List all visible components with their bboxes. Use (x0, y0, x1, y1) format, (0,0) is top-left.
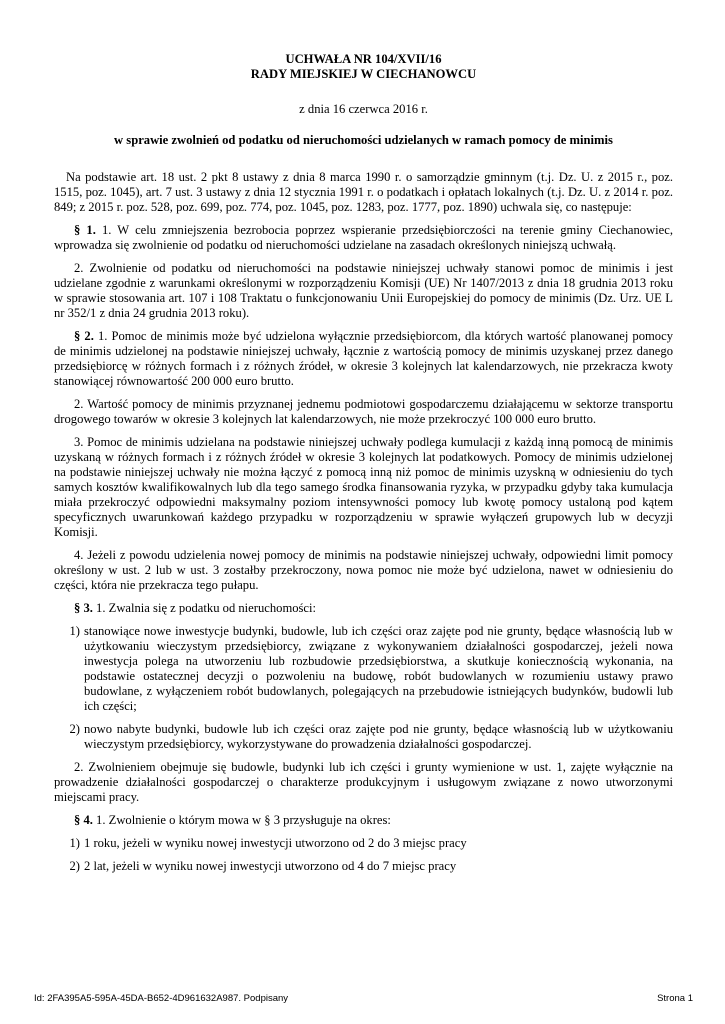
section-2-paragraph-4: 4. Jeżeli z powodu udzielenia nowej pomocy de minimis na podstawie niniejszej uchwały, odpowiedni limit pomocy określony w ust. 2 lub w ust. 3 zostałby przekroczony, nowa pomoc nie może być udzielona, nawet w odniesieniu do części, która nie przekracza tego pułapu. (54, 548, 673, 592)
section-1-paragraph-2: 2. Zwolnienie od podatku od nieruchomości na podstawie niniejszej uchwały stanowi pomoc de minimis i jest udzielane zgodnie z warunkami określonymi w rozporządzeniu Komisji (UE) Nr 1407/2013 z dnia 18 grudnia 2013 roku w sprawie stosowania art. 107 i 108 Traktatu o funkcjonowaniu Unii Europejskiej do pomocy de minimis (Dz. Urz. UE L nr 352/1 z dnia 24 grudnia 2013 roku). (54, 261, 673, 320)
resolution-number: UCHWAŁA NR 104/XVII/16 (285, 52, 442, 66)
section-4-mark: § 4. (74, 813, 93, 827)
list-item (54, 859, 673, 874)
section-2-paragraph-2: 2. Wartość pomocy de minimis przyznanej jednemu podmiotowi gospodarczemu działającemu w sektorze transportu drogowego towarów w okresie 3 kolejnych lat kalendarzowych, nie może przekroczyć 100 000 euro brutto. (54, 397, 673, 426)
section-3-mark: § 3. (74, 601, 93, 615)
section-1-paragraph-1 (54, 223, 673, 253)
section-4-text-1: 1. Zwolnienie o którym mowa w § 3 przysługuje na okres: (92, 813, 391, 827)
section-4-paragraph-1 (54, 813, 673, 828)
council-name: RADY MIEJSKIEJ W CIECHANOWCU (250, 67, 477, 81)
list-item (54, 722, 673, 752)
document-id: Id: 2FA395A5-595A-45DA-B652-4D961632A987. Podpisany (34, 993, 289, 1004)
section-2-mark: § 2. (74, 329, 94, 343)
page-number: Strona 1 (657, 993, 693, 1004)
section-3-paragraph-1 (54, 601, 673, 616)
list-item-number: 1) (69, 836, 80, 850)
section-3-text-1: 1. Zwalnia się z podatku od nieruchomości: (92, 601, 317, 615)
document-page (54, 52, 673, 874)
list-item-number: 1) (69, 624, 80, 638)
list-item-number: 2) (69, 722, 80, 736)
list-item-text: nowo nabyte budynki, budowle lub ich części oraz zajęte pod nie grunty, będące własnością lub w użytkowaniu wieczystym przedsiębiorcy, wykorzystywane do prowadzenia działalności gospodarczej. (84, 722, 673, 751)
legal-basis-paragraph: Na podstawie art. 18 ust. 2 pkt 8 ustawy z dnia 8 marca 1990 r. o samorządzie gminnym (t.j. Dz. U. z 2015 r., poz. 1515, poz. 1045), art. 7 ust. 3 ustawy z dnia 12 stycznia 1991 r. o podatkach i opłatach lokalnych (t.j. Dz. U. z 2014 r. poz. 849; z 2015 r. poz. 528, poz. 699, poz. 774, poz. 1045, poz. 1283, poz. 1777, poz. 1890) uchwala się, co następuje: (54, 170, 673, 214)
page-footer (34, 993, 693, 1004)
section-1-mark: § 1. (74, 223, 96, 237)
resolution-date: z dnia 16 czerwca 2016 r. (299, 102, 428, 116)
list-item-text: 2 lat, jeżeli w wyniku nowej inwestycji utworzono od 4 do 7 miejsc pracy (84, 859, 457, 873)
section-2-text-1: 1. Pomoc de minimis może być udzielona wyłącznie przedsiębiorcom, dla których wartość planowanej pomocy de minimis udzielonej na podstawie niniejszej uchwały, łącznie z wartością pomocy de minimis uzyskanej przez danego przedsiębiorcę w różnych formach i z różnych źródeł, w okresie 3 kolejnych lat kalendarzowych, nie przekracza kwoty stanowiącej równowartość 200 000 euro brutto. (54, 329, 673, 388)
section-3-paragraph-2: 2. Zwolnieniem obejmuje się budowle, budynki lub ich części i grunty wymienione w ust. 1, zajęte wyłącznie na prowadzenie działalności gospodarczej o charakterze produkcyjnym i usługowym związane z nowo utworzonymi miejscami pracy. (54, 760, 673, 804)
list-item-number: 2) (69, 859, 80, 873)
list-item (54, 624, 673, 714)
list-item-text: stanowiące nowe inwestycje budynki, budowle, lub ich części oraz zajęte pod nie grunty, będące własnością lub w użytkowaniu wieczystym przedsiębiorcy, związane z wykonywaniem działalności gospodarczej, jeżeli nowa inwestycja polega na utworzeniu lub rozbudowie przedsiębiorstwa, a skutkuje koniecznością wykonania, na podstawie ostatecznej decyzji o pozwoleniu na budowę, robót budowlanych w rozumieniu ustawy prawo budowlane, z wyłączeniem robót budowlanych, polegających na przebudowie istniejących budynków, budowli lub ich części; (84, 624, 673, 713)
resolution-subject: w sprawie zwolnień od podatku od nieruchomości udzielanych w ramach pomocy de minimis (114, 133, 613, 147)
list-item-text: 1 roku, jeżeli w wyniku nowej inwestycji utworzono od 2 do 3 miejsc pracy (84, 836, 467, 850)
section-1-text-1: 1. W celu zmniejszenia bezrobocia poprzez wspieranie przedsiębiorczości na terenie gminy Ciechanowiec, wprowadza się zwolnienie od podatku od nieruchomości udzielane na zasadach określonych niniejszą uchwałą. (54, 223, 674, 252)
section-2-paragraph-3: 3. Pomoc de minimis udzielana na podstawie niniejszej uchwały podlega kumulacji z każdą inną pomocą de minimis uzyskaną w różnych formach i z różnych źródeł w okresie 3 kolejnych lat podatkowych. Pomocy de minimis udzielonej na podstawie niniejszej uchwały nie można łączyć z pomocą inną niż pomoc de minimis uzyskną w odniesieniu do tych samych kosztów kwalifikowalnych lub dla tego samego środka finansowania ryzyka, w przypadku gdyby taka kumulacja miała przekroczyć odpowiedni maksymalny poziom intensywności pomocy lub kwotę pomocy ustaloną pod kątem specyficznych uwarunkowań każdego przypadku w rozporządzeniu w sprawie wyłączeń grupowych lub w decyzji Komisji. (54, 435, 673, 539)
section-2-paragraph-1 (54, 329, 673, 389)
list-item (54, 836, 673, 851)
